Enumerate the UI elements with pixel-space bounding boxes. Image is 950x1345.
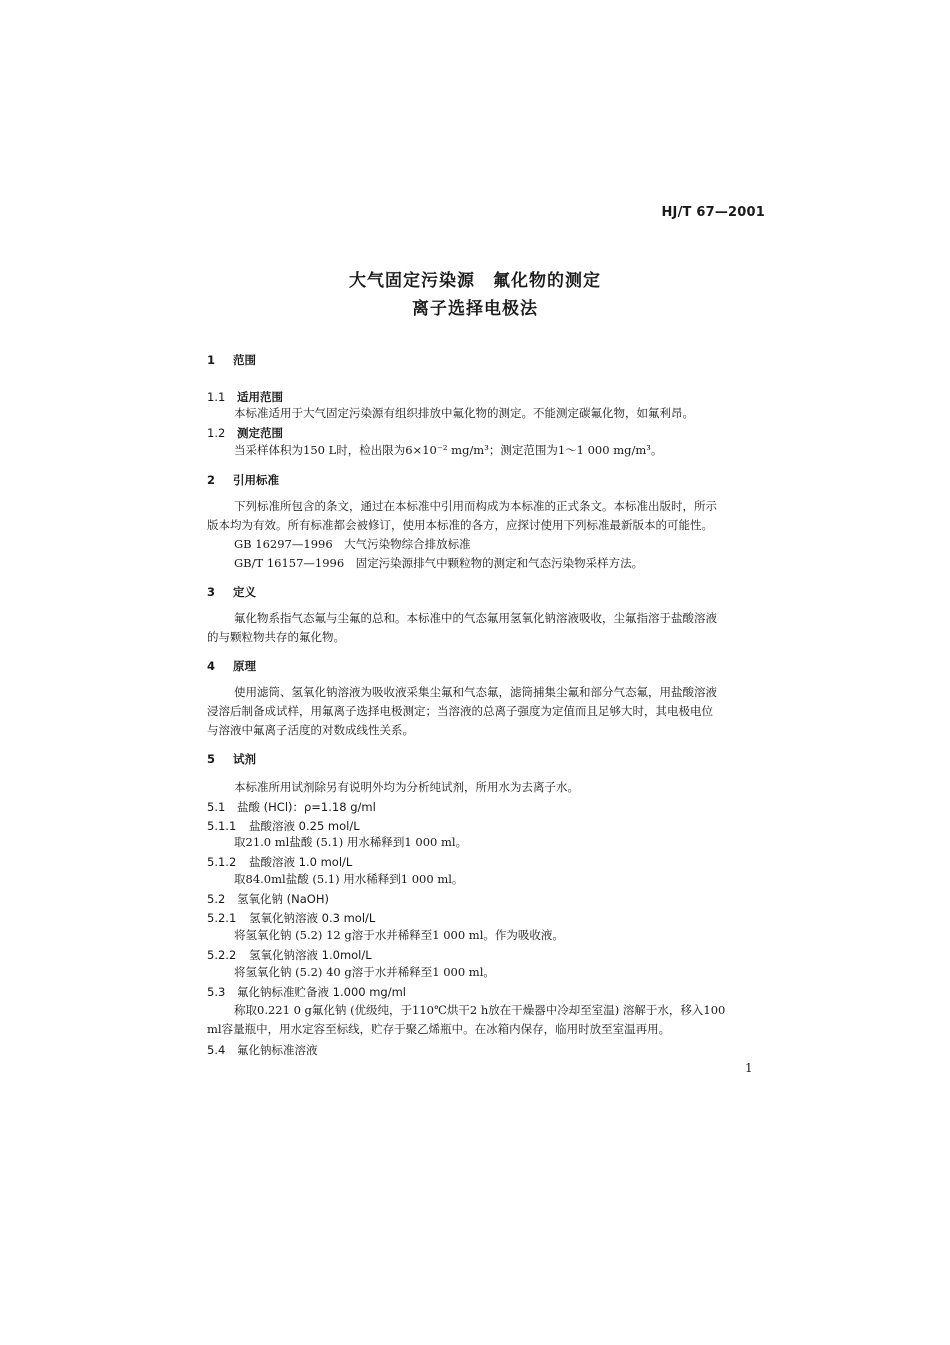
section-5-2-1-text: 将氢氧化钠 (5.2) 12 g溶于水并稀释至1 000 ml。作为吸收液。 xyxy=(234,928,564,942)
section-1-heading: 1 范围 xyxy=(207,353,256,367)
section-4-text-line: 浸溶后制备成试样，用氟离子选择电极测定；当溶液的总离子强度为定值而且足够大时，其电极电位 xyxy=(207,704,713,718)
section-5-1-1-text: 取21.0 ml盐酸 (5.1) 用水稀释到1 000 ml。 xyxy=(234,835,468,849)
page-number: 1 xyxy=(745,1061,753,1075)
section-2-text-line: 下列标准所包含的条文，通过在本标准中引用而构成为本标准的正式条文。本标准出版时，所示 xyxy=(234,499,717,513)
reference-item: GB/T 16157—1996 固定污染源排气中颗粒物的测定和气态污染物采样方法。 xyxy=(234,556,644,570)
section-5-3-text-line: ml容量瓶中，用水定容至标线，贮存于聚乙烯瓶中。在冰箱内保存，临用时放至室温再用。 xyxy=(207,1022,671,1036)
section-5-heading: 5 试剂 xyxy=(207,752,256,766)
section-5-3-heading: 5.3 氟化钠标准贮备液 1.000 mg/ml xyxy=(207,985,407,999)
section-5-2-1-heading: 5.2.1 氢氧化钠溶液 0.3 mol/L xyxy=(207,911,376,925)
section-5-1-1-heading: 5.1.1 盐酸溶液 0.25 mol/L xyxy=(207,819,360,833)
document-title: 大气固定污染源 氟化物的测定 xyxy=(349,271,601,291)
section-5-4-heading: 5.4 氟化钠标准溶液 xyxy=(207,1043,318,1057)
section-5-3-text-line: 称取0.221 0 g氟化钠 (优级纯，于110℃烘干2 h放在干燥器中冷却至室温) 溶解于水，移入100 xyxy=(234,1003,726,1017)
section-4-heading: 4 原理 xyxy=(207,659,256,673)
section-5-1-2-heading: 5.1.2 盐酸溶液 1.0 mol/L xyxy=(207,855,353,869)
section-5-1-2-text: 取84.0ml盐酸 (5.1) 用水稀释到1 000 ml。 xyxy=(234,872,464,886)
section-4-text-line: 使用滤筒、氢氧化钠溶液为吸收液采集尘氟和气态氟，滤筒捕集尘氟和部分气态氟，用盐酸溶液 xyxy=(234,685,717,699)
section-2-text-line: 版本均为有效。所有标准都会被修订，使用本标准的各方，应探讨使用下列标准最新版本的可能性。 xyxy=(207,518,713,532)
section-1-1-heading: 1.1 适用范围 xyxy=(207,390,283,404)
section-5-intro: 本标准所用试剂除另有说明外均为分析纯试剂，所用水为去离子水。 xyxy=(234,780,579,794)
section-3-heading: 3 定义 xyxy=(207,585,256,599)
section-2-heading: 2 引用标准 xyxy=(207,473,279,487)
section-5-2-heading: 5.2 氢氧化钠 (NaOH) xyxy=(207,892,329,906)
section-1-2-heading: 1.2 测定范围 xyxy=(207,426,283,440)
section-1-2-text: 当采样体积为150 L时，检出限为6×10⁻² mg/m³；测定范围为1～1 000 mg/m³。 xyxy=(234,443,663,457)
section-3-text-line: 的与颗粒物共存的氟化物。 xyxy=(207,630,345,644)
section-4-text-line: 与溶液中氟离子活度的对数成线性关系。 xyxy=(207,723,414,737)
section-3-text-line: 氟化物系指气态氟与尘氟的总和。本标准中的气态氟用氢氧化钠溶液吸收，尘氟指溶于盐酸溶液 xyxy=(234,611,717,625)
section-5-2-2-heading: 5.2.2 氢氧化钠溶液 1.0mol/L xyxy=(207,948,372,962)
section-5-2-2-text: 将氢氧化钠 (5.2) 40 g溶于水并稀释至1 000 ml。 xyxy=(234,965,495,979)
document-subtitle: 离子选择电极法 xyxy=(412,299,538,319)
reference-item: GB 16297—1996 大气污染物综合排放标准 xyxy=(234,537,471,551)
section-1-1-text: 本标准适用于大气固定污染源有组织排放中氟化物的测定。不能测定碳氟化物，如氟利昂。 xyxy=(234,406,694,420)
section-5-1-heading: 5.1 盐酸 (HCl)：ρ=1.18 g/ml xyxy=(207,800,376,814)
standard-code: HJ/T 67—2001 xyxy=(661,205,765,220)
